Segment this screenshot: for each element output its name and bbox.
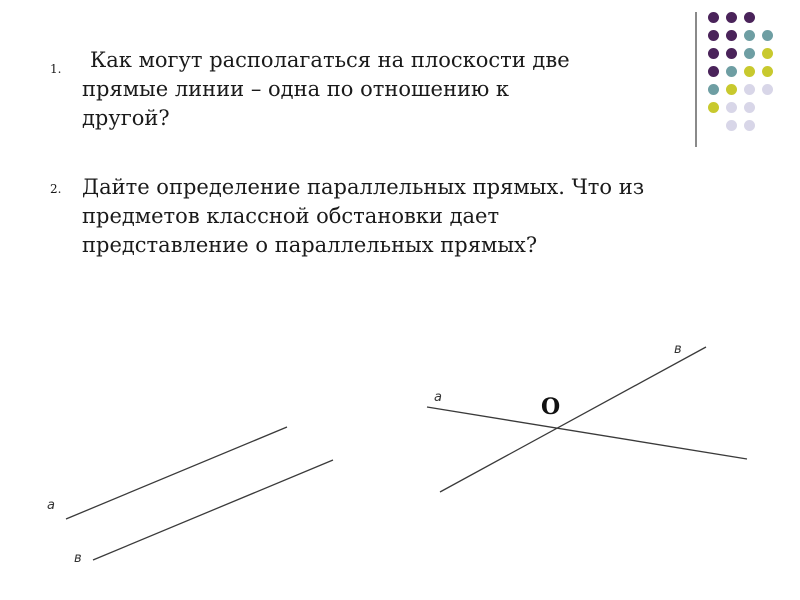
- parallel-lines-figure: [47, 427, 333, 566]
- question-2-line-1: Дайте определение параллельных прямых. Что из: [82, 175, 645, 199]
- intersecting-line-b: [440, 347, 706, 492]
- intersecting-lines-figure: [427, 342, 747, 492]
- question-2-number: 2.: [50, 182, 62, 196]
- question-2-line-3: представление о параллельных прямых?: [82, 233, 538, 257]
- question-1-number: 1.: [50, 62, 62, 76]
- intersecting-label-a: а: [434, 390, 442, 405]
- intersection-point-label: О: [541, 394, 561, 420]
- parallel-label-b: в: [74, 551, 82, 566]
- parallel-line-b: [93, 460, 333, 560]
- intersecting-line-a: [427, 407, 747, 459]
- parallel-line-a: [66, 427, 287, 519]
- question-1-line-3: другой?: [82, 106, 170, 130]
- question-1-line-1: Как могут располагаться на плоскости две: [90, 48, 570, 72]
- parallel-label-a: а: [47, 498, 55, 513]
- question-1-line-2: прямые линии – одна по отношению к: [82, 77, 510, 101]
- question-2-line-2: предметов классной обстановки дает: [82, 204, 500, 228]
- intersecting-label-b: в: [674, 342, 682, 357]
